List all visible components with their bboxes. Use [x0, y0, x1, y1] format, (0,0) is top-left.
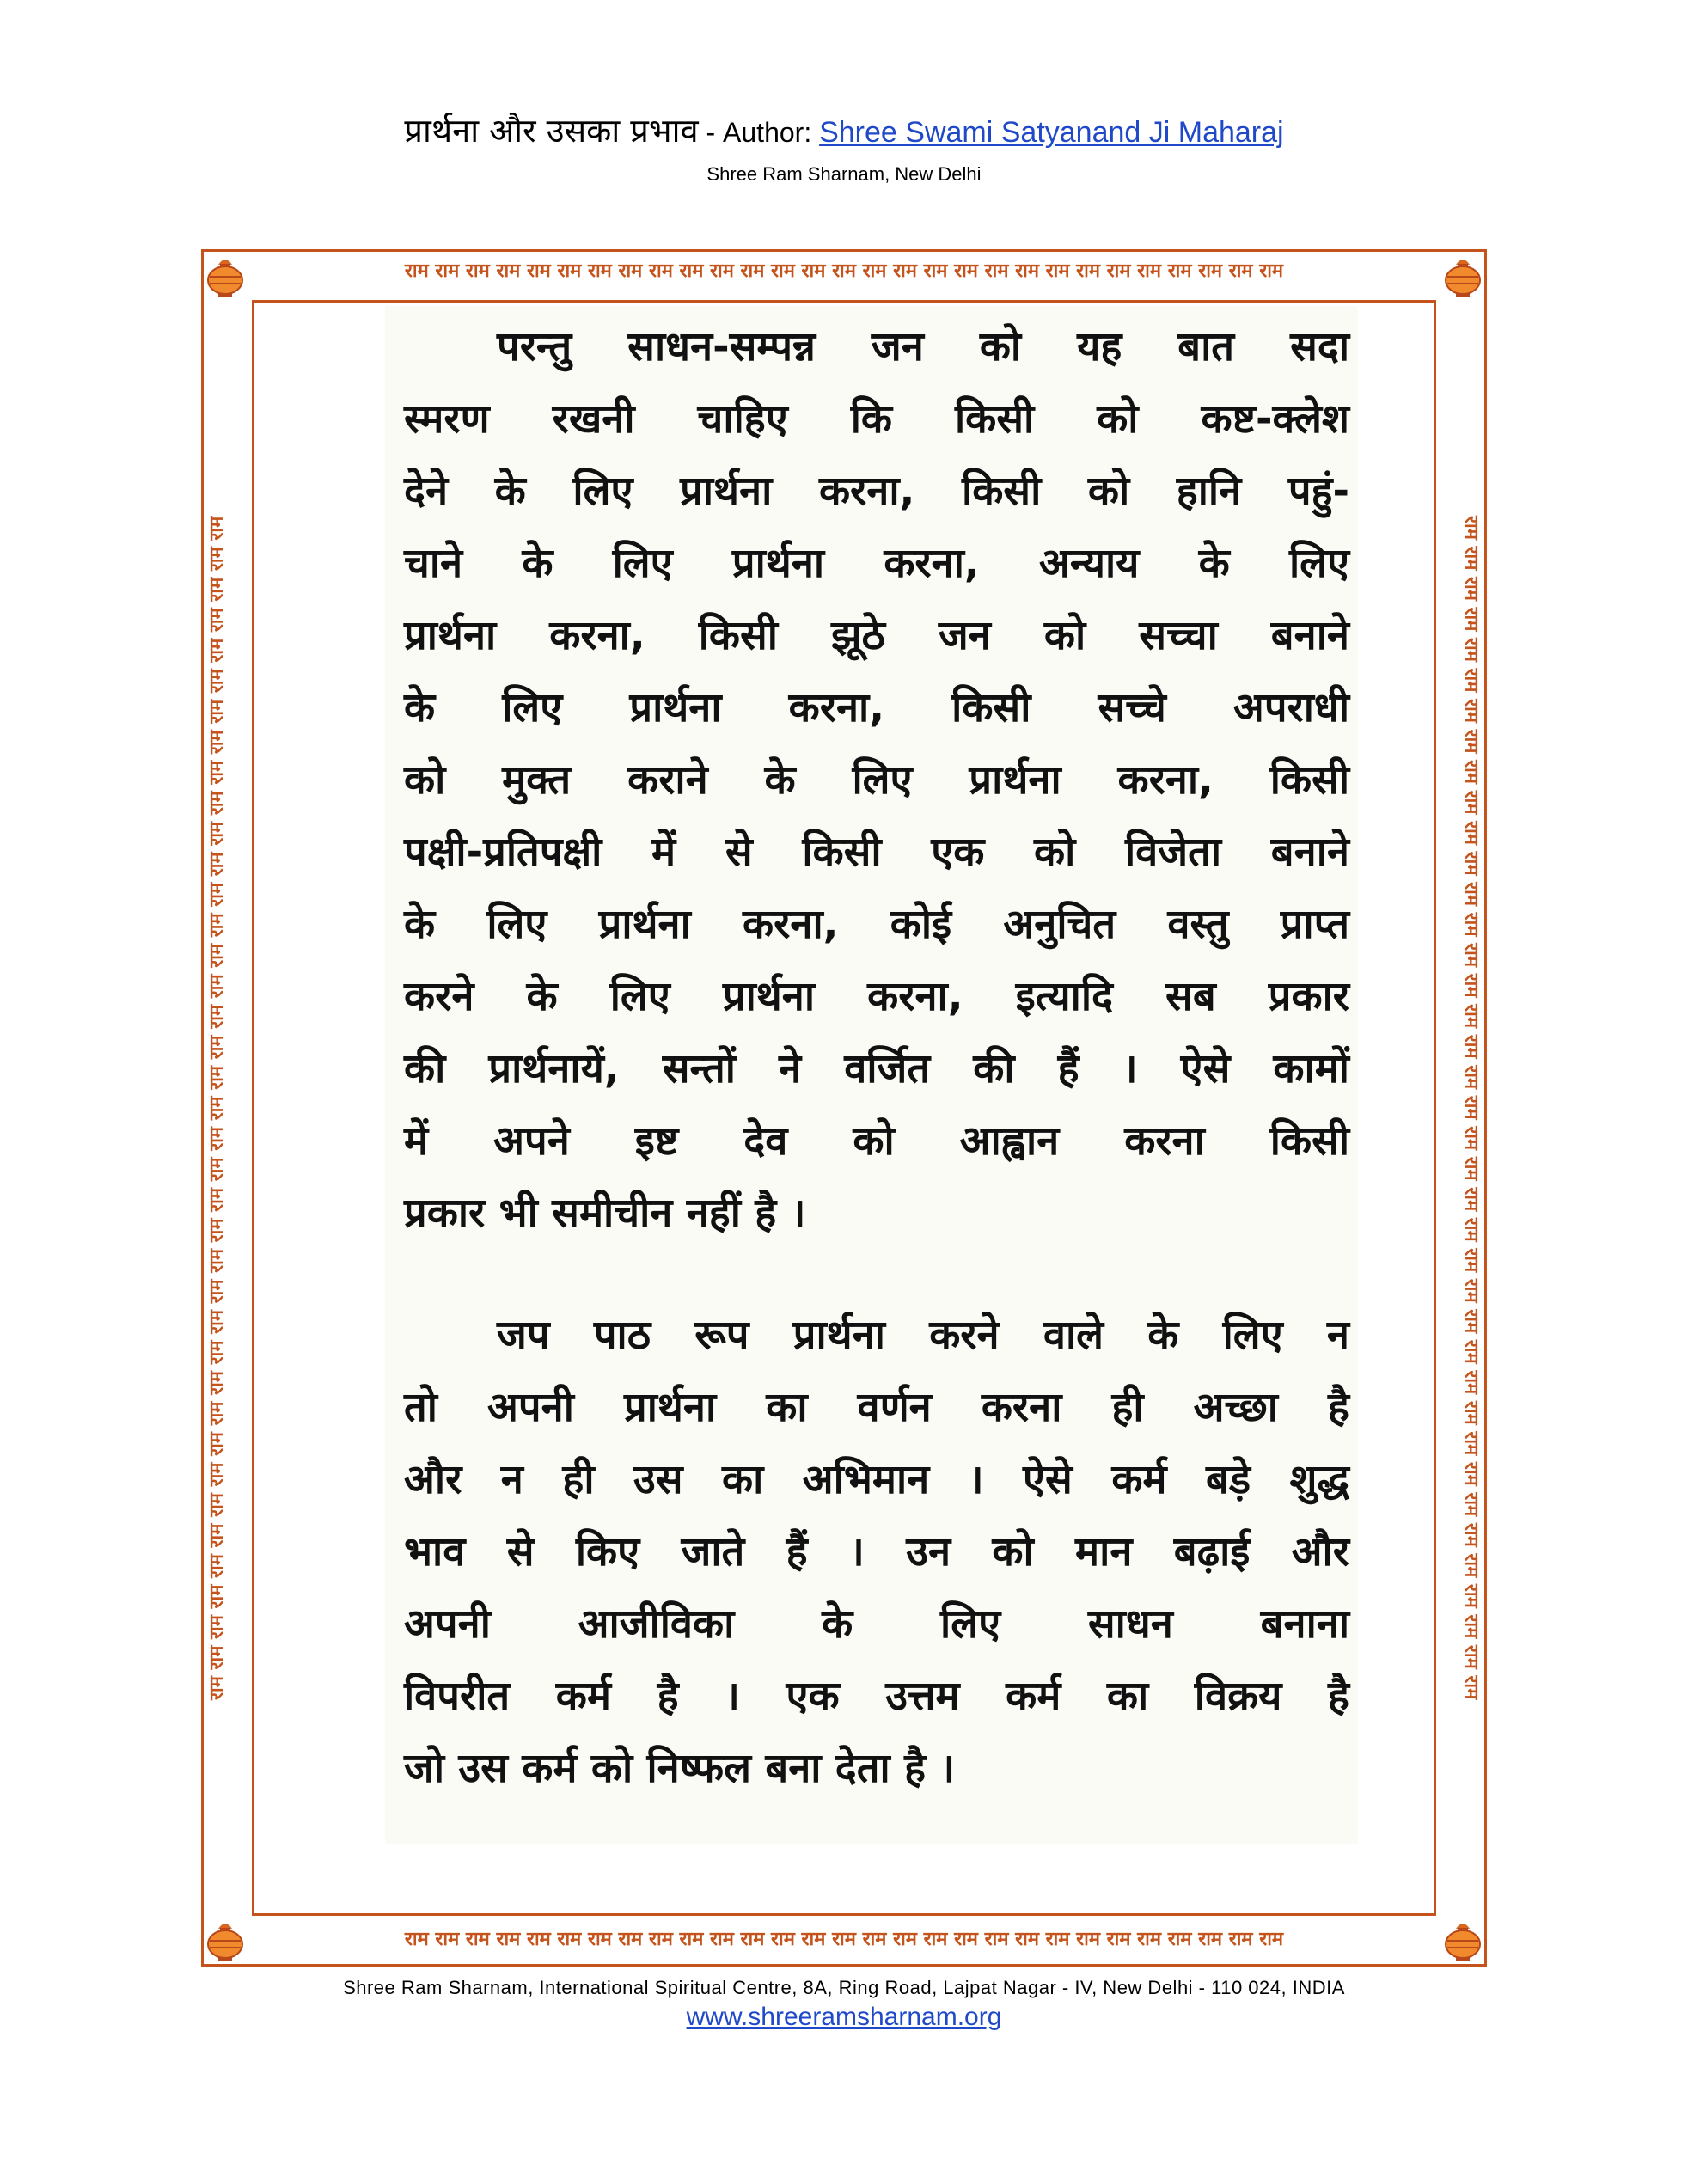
kalash-icon [203, 1915, 248, 1963]
kalash-icon [1440, 251, 1485, 299]
text-line: और न ही उस का अभिमान । ऐसे कर्म बड़े शुद्ध [404, 1456, 1349, 1503]
text-line: विपरीत कर्म है । एक उत्तम कर्म का विक्रय है [404, 1673, 1349, 1720]
text-line: चाने के लिए प्रार्थना करना, अन्याय के लिए [404, 540, 1349, 587]
text-line: प्रकार भी समीचीन नहीं है । [404, 1190, 806, 1237]
text-line: देने के लिए प्रार्थना करना, किसी को हानि पहुं- [404, 468, 1349, 515]
body-text [404, 311, 1349, 1805]
text-line: के लिए प्रार्थना करना, किसी सच्चे अपराधी [404, 684, 1349, 731]
text-line: तो अपनी प्रार्थना का वर्णन करना ही अच्छा है [404, 1384, 1349, 1431]
ram-border-bottom: राम राम राम राम राम राम राम राम राम राम राम राम राम राम राम राम राम राम राम राम राम राम राम राम राम राम राम राम राम [404, 1929, 1284, 1950]
website-link[interactable]: www.shreeramsharnam.org [686, 2003, 1002, 2031]
text-line: जप पाठ रूप प्रार्थना करने वाले के लिए न [497, 1312, 1349, 1359]
text-line: पक्षी-प्रतिपक्षी में से किसी एक को विजेता बनाने [404, 829, 1349, 876]
text-line: भाव से किए जाते हैं । उन को मान बढ़ाई और [404, 1528, 1349, 1575]
text-line: स्मरण रखनी चाहिए कि किसी को कष्ट-क्लेश [404, 395, 1349, 443]
text-line: अपनी आजीविका के लिए साधन बनाना [404, 1600, 1349, 1648]
paragraph-gap [404, 1250, 1349, 1300]
text-line: को मुक्त कराने के लिए प्रार्थना करना, किसी [404, 756, 1349, 804]
title-line [0, 110, 1688, 153]
author-prefix: - Author: [698, 117, 820, 148]
text-line: करने के लिए प्रार्थना करना, इत्यादि सब प्रकार [404, 973, 1349, 1020]
ram-border-left: राम राम राम राम राम राम राम राम राम राम राम राम राम राम राम राम राम राम राम राम राम राम राम राम राम राम राम राम राम राम राम राम राम राम राम राम राम राम राम [206, 516, 228, 1700]
page-footer [0, 1977, 1688, 2032]
ram-border-right: राम राम राम राम राम राम राम राम राम राम राम राम राम राम राम राम राम राम राम राम राम राम राम राम राम राम राम राम राम राम राम राम राम राम राम राम राम राम राम [1460, 516, 1482, 1700]
page-subtitle: Shree Ram Sharnam, New Delhi [706, 163, 982, 185]
footer-address: Shree Ram Sharnam, International Spiritual Centre, 8A, Ring Road, Lajpat Nagar - IV, New Delhi - 110 024, INDIA [343, 1977, 1345, 1998]
text-line: परन्तु साधन-सम्पन्न जन को यह बात सदा [497, 323, 1349, 370]
ram-border-top: राम राम राम राम राम राम राम राम राम राम राम राम राम राम राम राम राम राम राम राम राम राम राम राम राम राम राम राम राम [404, 260, 1284, 282]
text-line: की प्रार्थनायें, सन्तों ने वर्जित की हैं । ऐसे कामों [404, 1045, 1349, 1092]
text-line: में अपने इष्ट देव को आह्वान करना किसी [404, 1117, 1349, 1165]
text-line: प्रार्थना करना, किसी झूठे जन को सच्चा बनाने [404, 612, 1349, 659]
text-line: के लिए प्रार्थना करना, कोई अनुचित वस्तु प्राप्त [404, 901, 1349, 948]
kalash-icon [1440, 1915, 1485, 1963]
page-title: प्रार्थना और उसका प्रभाव [404, 112, 699, 150]
author-link[interactable]: Shree Swami Satyanand Ji Maharaj [819, 116, 1284, 149]
page-header [0, 110, 1688, 186]
kalash-icon [203, 251, 248, 299]
text-line: जो उस कर्म को निष्फल बना देता है । [404, 1745, 956, 1792]
